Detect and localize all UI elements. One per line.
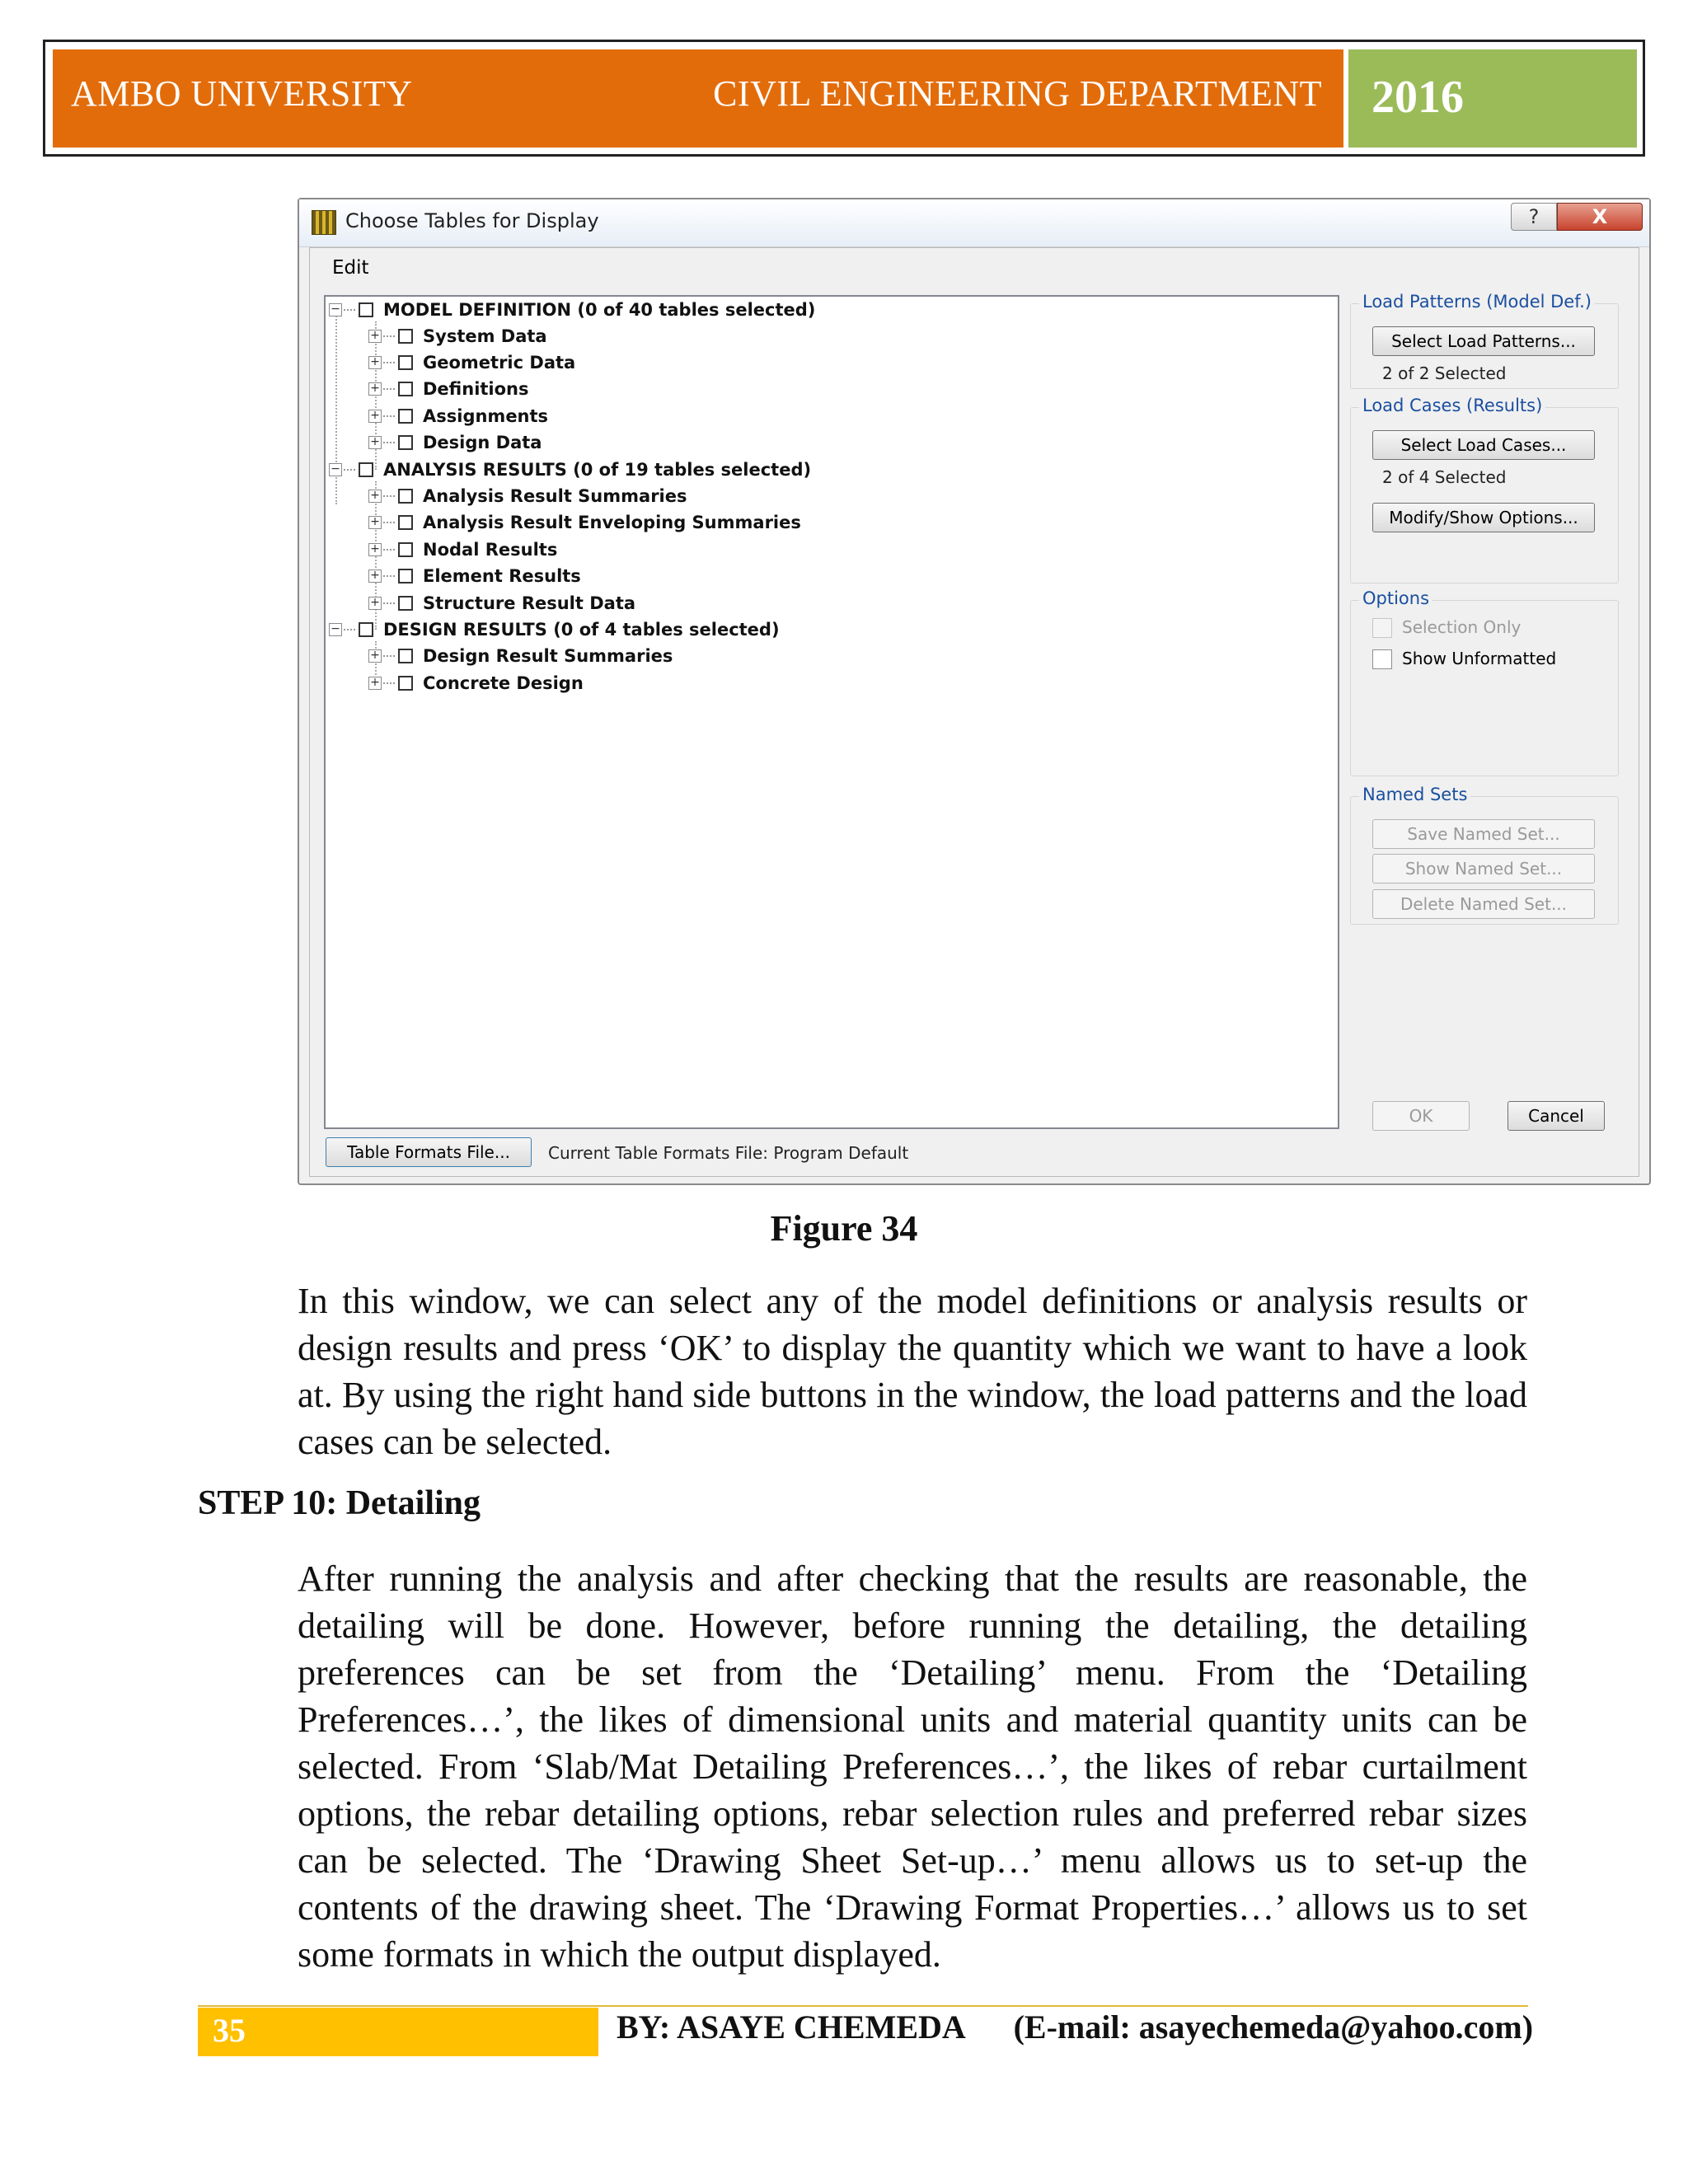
show-unformatted-label: Show Unformatted — [1402, 649, 1557, 668]
dialog-titlebar — [299, 199, 1649, 247]
checkbox[interactable] — [398, 515, 413, 530]
selection-only-checkbox[interactable] — [1372, 618, 1392, 638]
tree-node-label: Analysis Result Summaries — [423, 486, 687, 506]
load-cases-status: 2 of 4 Selected — [1382, 467, 1507, 487]
expand-icon[interactable]: + — [368, 649, 382, 663]
tree-node-design-results[interactable] — [329, 617, 780, 642]
tree-node-label: Design Result Summaries — [423, 646, 673, 666]
delete-named-set-button[interactable]: Delete Named Set... — [1372, 889, 1595, 919]
checkbox[interactable] — [398, 355, 413, 370]
current-table-formats: Current Table Formats File: Program Default — [548, 1143, 909, 1163]
show-named-set-button[interactable]: Show Named Set... — [1372, 854, 1595, 883]
checkbox[interactable] — [398, 382, 413, 396]
tree-node-label: Structure Result Data — [423, 593, 636, 613]
modify-show-options-button[interactable]: Modify/Show Options... — [1372, 503, 1595, 532]
tree-node-design-data[interactable] — [368, 430, 542, 455]
checkbox[interactable] — [398, 676, 413, 691]
tree-node-label: Assignments — [423, 406, 549, 426]
load-patterns-title: Load Patterns (Model Def.) — [1359, 292, 1595, 312]
footer-author: BY: ASAYE CHEMEDA (E-mail: asayechemeda@yahoo.com) — [617, 2008, 1534, 2046]
close-button[interactable]: X — [1557, 203, 1643, 231]
checkbox[interactable] — [359, 622, 373, 637]
expand-icon[interactable]: + — [368, 356, 382, 369]
table-tree[interactable] — [324, 295, 1339, 1129]
load-cases-title: Load Cases (Results) — [1359, 396, 1545, 415]
page-number: 35 — [198, 2008, 598, 2056]
tree-node-label: ANALYSIS RESULTS (0 of 19 tables selected) — [383, 460, 812, 480]
table-formats-file-button[interactable]: Table Formats File... — [326, 1137, 532, 1167]
collapse-icon[interactable]: − — [329, 463, 342, 476]
expand-icon[interactable]: + — [368, 597, 382, 610]
collapse-icon[interactable]: − — [329, 623, 342, 636]
save-named-set-button[interactable]: Save Named Set... — [1372, 819, 1595, 849]
tree-node-geometric-data[interactable] — [368, 350, 575, 375]
tree-node-definitions[interactable] — [368, 377, 529, 401]
expand-icon[interactable]: + — [368, 569, 382, 583]
select-load-cases-button[interactable]: Select Load Cases... — [1372, 430, 1595, 460]
header-banner — [53, 49, 1343, 148]
checkbox[interactable] — [398, 435, 413, 450]
paragraph-2: After running the analysis and after checking that the results are reasonable, the detailing will be done. However, before running the detailing, the detailing preferences can be set from the ‘Detailing’ menu. From the ‘Detailing Preferences…’, the likes of dimensional units and material quantity units can be selected. From ‘Slab/Mat Detailing Preferences…’, the likes of rebar curtailment options, the rebar detailing options, rebar selection rules and preferred rebar sizes can be selected. The ‘Drawing Sheet Set-up…’ menu allows us to set-up the contents of the drawing sheet. The ‘Drawing Format Properties…’ allows us to set some formats in which the output displayed. — [298, 1558, 1527, 1975]
expand-icon[interactable]: + — [368, 410, 382, 423]
expand-icon[interactable]: + — [368, 490, 382, 503]
university-name: AMBO UNIVERSITY — [71, 73, 413, 114]
help-button[interactable]: ? — [1511, 203, 1557, 231]
tree-node-label: Design Data — [423, 433, 542, 452]
choose-tables-dialog — [298, 198, 1651, 1185]
checkbox[interactable] — [398, 596, 413, 611]
tree-node-label: Nodal Results — [423, 540, 558, 560]
paragraph-1: In this window, we can select any of the model definitions or analysis results or design results and press ‘OK’ to display the quantity which we want to have a look at. By using the right hand side buttons in the window, the load patterns and the load cases can be selected. — [298, 1281, 1527, 1462]
tree-node-label: MODEL DEFINITION (0 of 40 tables selected) — [383, 300, 816, 320]
selection-only-label: Selection Only — [1402, 617, 1522, 637]
tree-node-nodal-results[interactable] — [368, 537, 557, 562]
header-year: 2016 — [1348, 49, 1637, 148]
checkbox[interactable] — [398, 569, 413, 583]
tree-node-system-data[interactable] — [368, 324, 547, 349]
tree-node-design-result-summaries[interactable] — [368, 644, 673, 668]
expand-icon[interactable]: + — [368, 436, 382, 449]
checkbox[interactable] — [359, 462, 373, 477]
checkbox[interactable] — [398, 649, 413, 663]
checkbox[interactable] — [359, 302, 373, 317]
named-sets-title: Named Sets — [1359, 785, 1470, 804]
dialog-title: Choose Tables for Display — [345, 209, 599, 232]
tree-node-label: Analysis Result Enveloping Summaries — [423, 513, 801, 532]
app-icon — [312, 210, 336, 235]
step-heading: STEP 10: Detailing — [198, 1484, 481, 1522]
tree-node-concrete-design[interactable] — [368, 671, 584, 696]
department-name: CIVIL ENGINEERING DEPARTMENT — [713, 73, 1322, 114]
tree-node-model-definition[interactable] — [329, 298, 815, 322]
menu-edit[interactable]: Edit — [332, 257, 369, 279]
cancel-button[interactable]: Cancel — [1507, 1101, 1605, 1131]
checkbox[interactable] — [398, 329, 413, 344]
tree-node-element-results[interactable] — [368, 564, 581, 588]
collapse-icon[interactable]: − — [329, 303, 342, 316]
tree-node-assignments[interactable] — [368, 404, 548, 429]
checkbox[interactable] — [398, 489, 413, 504]
expand-icon[interactable]: + — [368, 543, 382, 556]
ok-button[interactable]: OK — [1372, 1101, 1470, 1131]
select-load-patterns-button[interactable]: Select Load Patterns... — [1372, 326, 1595, 356]
options-title: Options — [1359, 588, 1432, 608]
checkbox[interactable] — [398, 542, 413, 557]
load-patterns-status: 2 of 2 Selected — [1382, 363, 1507, 383]
tree-node-analysis-results[interactable] — [329, 457, 811, 482]
tree-node-label: DESIGN RESULTS (0 of 4 tables selected) — [383, 620, 780, 640]
expand-icon[interactable]: + — [368, 516, 382, 529]
tree-node-analysis-result-summaries[interactable] — [368, 484, 687, 509]
tree-node-label: System Data — [423, 326, 547, 346]
page-header — [43, 40, 1645, 157]
tree-node-label: Concrete Design — [423, 673, 584, 693]
show-unformatted-checkbox[interactable] — [1372, 649, 1392, 669]
expand-icon[interactable]: + — [368, 330, 382, 343]
tree-node-label: Geometric Data — [423, 353, 576, 373]
checkbox[interactable] — [398, 409, 413, 424]
expand-icon[interactable]: + — [368, 382, 382, 396]
figure-caption: Figure 34 — [770, 1208, 918, 1249]
tree-node-structure-result-data[interactable] — [368, 591, 635, 616]
tree-node-analysis-result-enveloping[interactable] — [368, 510, 801, 535]
tree-node-label: Element Results — [423, 566, 581, 586]
expand-icon[interactable]: + — [368, 677, 382, 690]
footer-rule — [198, 2005, 1528, 2007]
tree-node-label: Definitions — [423, 379, 529, 399]
